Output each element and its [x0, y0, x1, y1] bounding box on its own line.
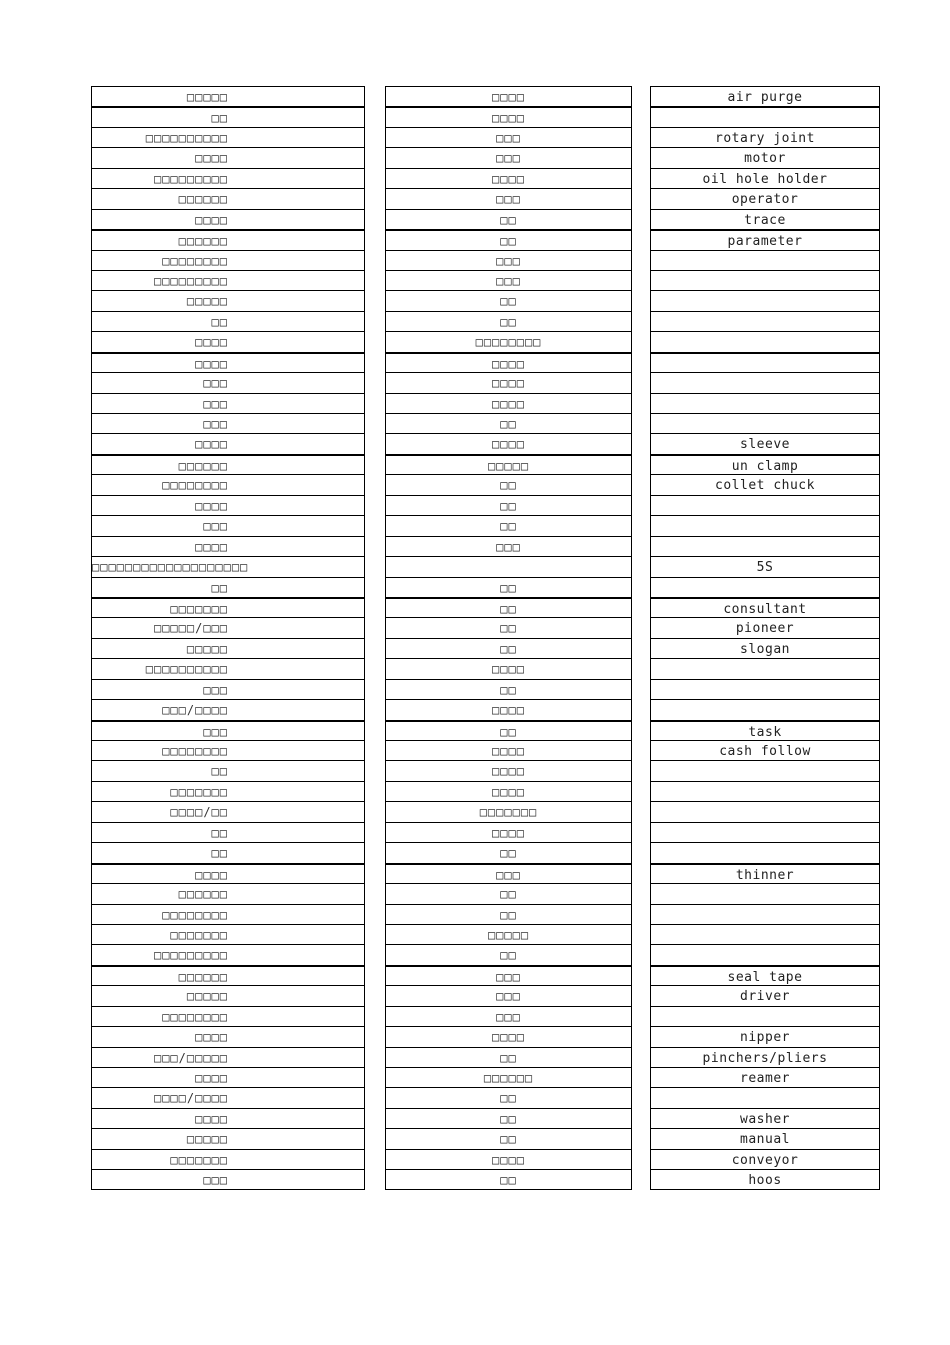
- col-b-cell: □□: [386, 617, 631, 637]
- col-b-cell: □□□□: [386, 781, 631, 801]
- col-c-cell: parameter: [651, 229, 879, 249]
- col-a-cell: □□□□: [92, 331, 364, 351]
- col-c-cell: [651, 904, 879, 924]
- col-b-cell: □□□□: [386, 740, 631, 760]
- col-b-cell: □□: [386, 290, 631, 310]
- col-b-cell: □□□□□□: [386, 1067, 631, 1087]
- col-a-cell: □□: [92, 311, 364, 331]
- col-b-cell: □□□: [386, 536, 631, 556]
- col-b-cell: □□□□: [386, 760, 631, 780]
- col-b-cell: □□□: [386, 250, 631, 270]
- col-a-cell: □□□□□: [92, 985, 364, 1005]
- col-a-cell: □□□□: [92, 1108, 364, 1128]
- col-a-cell: □□□□: [92, 1067, 364, 1087]
- col-b-cell: □□: [386, 883, 631, 903]
- col-c-cell: consultant: [651, 597, 879, 617]
- col-a-cell: □□□□□□□□: [92, 250, 364, 270]
- col-b-cell: □□□: [386, 1006, 631, 1026]
- col-b-cell: □□: [386, 413, 631, 433]
- col-a-cell: □□□: [92, 1169, 364, 1189]
- col-b-cell: □□: [386, 1169, 631, 1189]
- col-b-cell: □□□: [386, 188, 631, 208]
- col-b-cell: □□: [386, 904, 631, 924]
- col-b-cell: □□□□: [386, 168, 631, 188]
- col-c-cell: [651, 760, 879, 780]
- col-b-cell: □□: [386, 679, 631, 699]
- col-c-cell: [651, 413, 879, 433]
- col-c-cell: reamer: [651, 1067, 879, 1087]
- col-b-cell: □□□□: [386, 433, 631, 453]
- col-b-cell: □□□□: [386, 372, 631, 392]
- col-a-cell: □□□□□□□: [92, 1149, 364, 1169]
- col-a-cell: □□□□□□: [92, 883, 364, 903]
- col-c-cell: nipper: [651, 1026, 879, 1046]
- col-b-cell: □□: [386, 1128, 631, 1148]
- col-c-cell: [651, 1006, 879, 1026]
- col-b-cell: □□: [386, 1047, 631, 1067]
- col-c-cell: pioneer: [651, 617, 879, 637]
- col-a-cell: □□□□□□□□: [92, 740, 364, 760]
- col-a-cell: □□□□□□□□: [92, 474, 364, 494]
- col-b-cell: □□: [386, 209, 631, 229]
- col-b-cell: □□: [386, 515, 631, 535]
- col-c-cell: [651, 352, 879, 372]
- col-b-cell: [386, 556, 631, 576]
- col-c-cell: [651, 1087, 879, 1107]
- col-c-cell: [651, 331, 879, 351]
- col-a-cell: □□□□□□: [92, 965, 364, 985]
- col-a-cell: □□□□□□□□□□: [92, 658, 364, 678]
- col-a-cell: □□□□□□□□: [92, 1006, 364, 1026]
- col-c-cell: [651, 495, 879, 515]
- col-c-cell: [651, 801, 879, 821]
- col-a-cell: □□□□□□: [92, 188, 364, 208]
- col-b-cell: □□□: [386, 985, 631, 1005]
- col-c-cell: oil hole holder: [651, 168, 879, 188]
- col-c-cell: hoos: [651, 1169, 879, 1189]
- col-a-cell: □□□□: [92, 536, 364, 556]
- col-b-cell: □□: [386, 474, 631, 494]
- col-c-cell: [651, 699, 879, 719]
- col-a-cell: □□: [92, 577, 364, 597]
- col-a-cell: □□□: [92, 679, 364, 699]
- col-c-cell: cash follow: [651, 740, 879, 760]
- col-b-cell: □□: [386, 597, 631, 617]
- col-a-cell: □□□□□□□□□□□□□□□□□□□: [92, 556, 364, 576]
- col-c-cell: [651, 536, 879, 556]
- col-a-cell: □□□□/□□□□: [92, 1087, 364, 1107]
- col-b-cell: □□□□□□□□: [386, 331, 631, 351]
- col-c-cell: operator: [651, 188, 879, 208]
- col-c-cell: [651, 393, 879, 413]
- col-c-cell: [651, 883, 879, 903]
- col-b-cell: □□□□□□□: [386, 801, 631, 821]
- col-a-cell: □□□□□□□□□□: [92, 127, 364, 147]
- column-japanese-terms: [91, 86, 365, 1190]
- col-c-cell: 5S: [651, 556, 879, 576]
- col-c-cell: [651, 515, 879, 535]
- col-c-cell: un clamp: [651, 454, 879, 474]
- column-chinese-terms: [385, 86, 632, 1190]
- col-b-cell: □□□□□: [386, 454, 631, 474]
- col-b-cell: □□□□: [386, 1026, 631, 1046]
- col-a-cell: □□□/□□□□: [92, 699, 364, 719]
- col-b-cell: □□□: [386, 965, 631, 985]
- col-c-cell: slogan: [651, 638, 879, 658]
- col-c-cell: [651, 372, 879, 392]
- col-c-cell: conveyor: [651, 1149, 879, 1169]
- col-b-cell: □□: [386, 1108, 631, 1128]
- col-b-cell: □□: [386, 720, 631, 740]
- col-c-cell: [651, 311, 879, 331]
- col-a-cell: □□□: [92, 393, 364, 413]
- col-a-cell: □□□□□: [92, 86, 364, 106]
- col-a-cell: □□□□: [92, 209, 364, 229]
- col-c-cell: [651, 290, 879, 310]
- col-c-cell: thinner: [651, 863, 879, 883]
- col-c-cell: [651, 781, 879, 801]
- col-a-cell: □□□□: [92, 147, 364, 167]
- col-a-cell: □□□□/□□: [92, 801, 364, 821]
- col-a-cell: □□□□□/□□□: [92, 617, 364, 637]
- col-c-cell: [651, 822, 879, 842]
- col-a-cell: □□□□□□: [92, 454, 364, 474]
- col-a-cell: □□□□: [92, 1026, 364, 1046]
- col-c-cell: [651, 250, 879, 270]
- col-a-cell: □□□□□□□□□: [92, 270, 364, 290]
- col-a-cell: □□: [92, 822, 364, 842]
- col-c-cell: [651, 679, 879, 699]
- col-a-cell: □□□□: [92, 433, 364, 453]
- col-b-cell: □□□□: [386, 658, 631, 678]
- col-b-cell: □□: [386, 1087, 631, 1107]
- col-a-cell: □□□□□: [92, 290, 364, 310]
- col-a-cell: □□□□□: [92, 1128, 364, 1148]
- col-b-cell: □□□□: [386, 86, 631, 106]
- col-c-cell: pinchers/pliers: [651, 1047, 879, 1067]
- col-c-cell: [651, 106, 879, 126]
- col-c-cell: [651, 577, 879, 597]
- col-a-cell: □□□□: [92, 495, 364, 515]
- col-c-cell: rotary joint: [651, 127, 879, 147]
- col-b-cell: □□: [386, 229, 631, 249]
- column-english-terms: [650, 86, 880, 1190]
- col-a-cell: □□□: [92, 372, 364, 392]
- col-b-cell: □□□□: [386, 822, 631, 842]
- col-c-cell: seal tape: [651, 965, 879, 985]
- col-c-cell: washer: [651, 1108, 879, 1128]
- col-c-cell: [651, 658, 879, 678]
- col-b-cell: □□□□: [386, 699, 631, 719]
- col-a-cell: □□□: [92, 413, 364, 433]
- col-a-cell: □□□□□□□: [92, 924, 364, 944]
- col-c-cell: trace: [651, 209, 879, 229]
- col-b-cell: □□□□: [386, 1149, 631, 1169]
- col-b-cell: □□□□: [386, 393, 631, 413]
- col-a-cell: □□□/□□□□□: [92, 1047, 364, 1067]
- col-b-cell: □□: [386, 311, 631, 331]
- col-b-cell: □□□: [386, 147, 631, 167]
- col-b-cell: □□: [386, 944, 631, 964]
- col-a-cell: □□□□□□□□: [92, 904, 364, 924]
- col-b-cell: □□□□: [386, 106, 631, 126]
- col-b-cell: □□□□□: [386, 924, 631, 944]
- col-c-cell: sleeve: [651, 433, 879, 453]
- col-a-cell: □□□□: [92, 863, 364, 883]
- col-c-cell: collet chuck: [651, 474, 879, 494]
- col-c-cell: [651, 842, 879, 862]
- col-b-cell: □□□: [386, 127, 631, 147]
- col-a-cell: □□□: [92, 720, 364, 740]
- col-c-cell: driver: [651, 985, 879, 1005]
- col-a-cell: □□□□□□: [92, 229, 364, 249]
- col-a-cell: □□: [92, 842, 364, 862]
- col-b-cell: □□□: [386, 863, 631, 883]
- col-a-cell: □□□□□□□□□: [92, 168, 364, 188]
- col-c-cell: manual: [651, 1128, 879, 1148]
- col-b-cell: □□□: [386, 270, 631, 290]
- col-c-cell: [651, 270, 879, 290]
- col-a-cell: □□: [92, 760, 364, 780]
- col-b-cell: □□: [386, 638, 631, 658]
- col-b-cell: □□□□: [386, 352, 631, 372]
- col-c-cell: [651, 924, 879, 944]
- col-a-cell: □□□□□□□: [92, 781, 364, 801]
- col-a-cell: □□: [92, 106, 364, 126]
- col-c-cell: motor: [651, 147, 879, 167]
- col-b-cell: □□: [386, 577, 631, 597]
- col-b-cell: □□: [386, 495, 631, 515]
- col-a-cell: □□□□: [92, 352, 364, 372]
- col-c-cell: task: [651, 720, 879, 740]
- col-b-cell: □□: [386, 842, 631, 862]
- col-c-cell: air purge: [651, 86, 879, 106]
- col-a-cell: □□□: [92, 515, 364, 535]
- col-a-cell: □□□□□□□□□: [92, 944, 364, 964]
- col-c-cell: [651, 944, 879, 964]
- col-a-cell: □□□□□: [92, 638, 364, 658]
- col-a-cell: □□□□□□□: [92, 597, 364, 617]
